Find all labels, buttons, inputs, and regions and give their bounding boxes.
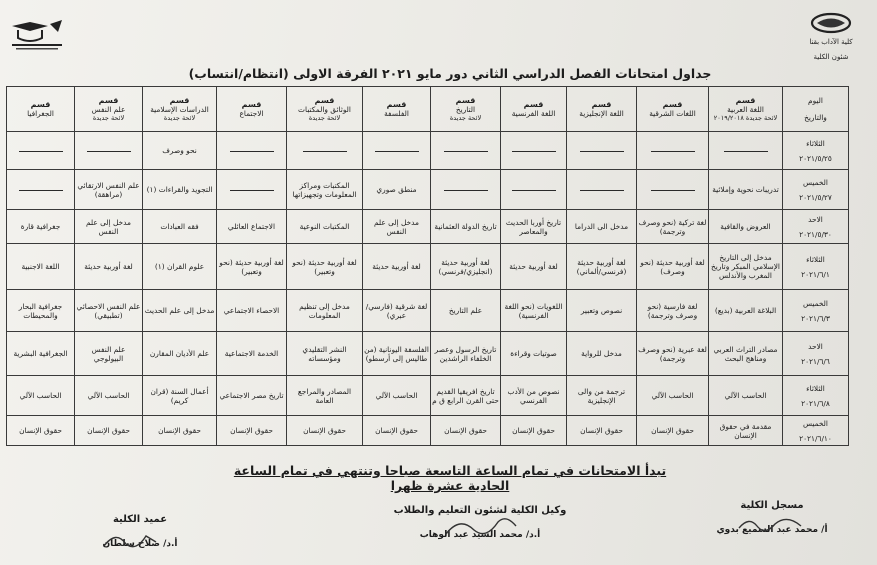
no-exam-dash xyxy=(724,151,768,152)
no-exam-dash xyxy=(19,190,63,191)
day-date-cell xyxy=(783,376,849,416)
subject-cell xyxy=(501,132,567,170)
subject-cell: لغة فارسية (نحو وصرف وترجمة) xyxy=(637,290,709,332)
no-exam-dash xyxy=(512,190,556,191)
subject-cell: لغة شرقية (فارسي/عبري) xyxy=(363,290,431,332)
day-label: الخميس xyxy=(802,298,828,308)
subject-cell: مدخل للرواية xyxy=(567,332,637,376)
subject-cell: علوم القران (١) xyxy=(143,244,217,290)
day-label: الخميس xyxy=(802,418,828,428)
subject-cell xyxy=(709,132,783,170)
table-row xyxy=(7,416,849,446)
no-exam-dash xyxy=(580,151,624,152)
subject-cell: المكتبات ومراكز المعلومات وتجهيزاتها xyxy=(287,170,363,210)
table-row xyxy=(7,332,849,376)
subject-cell: مدخل إلى علم النفس xyxy=(363,210,431,244)
date-label: ٢٠٢١/٥/٢٥ xyxy=(799,153,832,163)
subject-cell: حقوق الإنسان xyxy=(75,416,143,446)
subject-cell: الاحصاء الاجتماعي xyxy=(217,290,287,332)
subject-cell: حقوق الإنسان xyxy=(287,416,363,446)
dept-header: قسم الاجتماع xyxy=(217,87,287,132)
dept-header: قسم الوثائق والمكتبات لائحة جديدة xyxy=(287,87,363,132)
subject-cell: لغة عبرية (نحو وصرف وترجمة) xyxy=(637,332,709,376)
dept-header: قسم اللغة الفرنسية xyxy=(501,87,567,132)
subject-cell: أعمال السنة (قران كريم) xyxy=(143,376,217,416)
subject-cell: نصوص وتعبير xyxy=(567,290,637,332)
subject-cell: ترجمة من والى الإنجليزية xyxy=(567,376,637,416)
subject-cell: الحاسب الآلي xyxy=(7,376,75,416)
no-exam-dash xyxy=(87,151,131,152)
university-logo xyxy=(8,18,66,54)
day-date-cell xyxy=(783,170,849,210)
subject-cell: حقوق الإنسان xyxy=(217,416,287,446)
subject-cell: تاريخ الرسول وعصر الخلفاء الراشدين xyxy=(431,332,501,376)
subject-cell xyxy=(501,170,567,210)
table-row xyxy=(7,290,849,332)
subject-cell: المصادر والمراجع العامة xyxy=(287,376,363,416)
subject-cell: لغة أوربية حديثة (نحو وتعبير) xyxy=(217,244,287,290)
date-label: ٢٠٢١/٥/٣٠ xyxy=(799,229,832,239)
day-date-header: اليوم والتاريخ xyxy=(783,87,849,132)
no-exam-dash xyxy=(303,151,347,152)
subject-cell: البلاغة العربية (بديع) xyxy=(709,290,783,332)
faculty-name: كلية الآداب بقنا xyxy=(809,38,853,46)
no-exam-dash xyxy=(375,151,419,152)
subject-cell: اللغة الاجنبية xyxy=(7,244,75,290)
subject-cell: حقوق الإنسان xyxy=(501,416,567,446)
subject-cell: صوتيات وقراءة xyxy=(501,332,567,376)
table-row xyxy=(7,132,849,170)
dept-header: قسم اللغات الشرقية xyxy=(637,87,709,132)
subject-cell xyxy=(7,132,75,170)
subject-cell: حقوق الإنسان xyxy=(431,416,501,446)
subject-cell xyxy=(567,170,637,210)
subject-cell: علم النفس الارتقائي (مراهقة) xyxy=(75,170,143,210)
subject-cell: نصوص من الأدب الفرنسي xyxy=(501,376,567,416)
day-label: الاحد xyxy=(808,214,823,224)
no-exam-dash xyxy=(19,151,63,152)
day-date-cell xyxy=(783,132,849,170)
subject-cell: تدريبات نحوية وإملائية xyxy=(709,170,783,210)
date-label: ٢٠٢١/٦/١٠ xyxy=(799,433,832,443)
faculty-affairs: شئون الكلية xyxy=(813,53,849,61)
subject-cell xyxy=(637,132,709,170)
subject-cell: مدخل الى الدراما xyxy=(567,210,637,244)
faculty-emblem-icon xyxy=(809,12,853,34)
page-title: جداول امتحانات الفصل الدراسي الثاني دور مايو ٢٠٢١ الفرقة الاولى (انتظام/انتساب) xyxy=(188,66,712,81)
subject-cell: لغة أوربية حديثة (انجليزي/فرنسي) xyxy=(431,244,501,290)
subject-cell: علم التاريخ xyxy=(431,290,501,332)
exam-schedule-table xyxy=(6,86,849,446)
subject-cell: جغرافية قارة xyxy=(7,210,75,244)
subject-cell: تاريخ الدولة العثمانية xyxy=(431,210,501,244)
subject-cell: تاريخ أوربا الحديث والمعاصر xyxy=(501,210,567,244)
subject-cell xyxy=(75,132,143,170)
subject-cell: مدخل إلى علم النفس xyxy=(75,210,143,244)
subject-cell: تاريخ افريقيا القديم حتى القرن الرابع ق م xyxy=(431,376,501,416)
subject-cell xyxy=(567,132,637,170)
day-date-cell xyxy=(783,290,849,332)
subject-cell: علم النفس الاحصائي (تطبيقي) xyxy=(75,290,143,332)
subject-cell: الحاسب الآلي xyxy=(709,376,783,416)
subject-cell: مدخل إلى علم الحديث xyxy=(143,290,217,332)
subject-cell: حقوق الإنسان xyxy=(567,416,637,446)
subject-cell: علم الأديان المقارن xyxy=(143,332,217,376)
dept-header: قسم التاريخ لائحة جديدة xyxy=(431,87,501,132)
no-exam-dash xyxy=(230,151,274,152)
no-exam-dash xyxy=(580,190,624,191)
handwritten-signature xyxy=(440,512,520,542)
dept-header: قسم الدراسات الإسلامية لائحة جديدة xyxy=(143,87,217,132)
registrar-signature: مسجل الكلية أ/ محمد عبد السميع بدوي xyxy=(716,500,828,535)
dept-header: قسم اللغة الإنجليزية xyxy=(567,87,637,132)
subject-cell: حقوق الإنسان xyxy=(143,416,217,446)
subject-cell: المكتبات النوعية xyxy=(287,210,363,244)
no-exam-dash xyxy=(444,151,488,152)
day-date-cell xyxy=(783,244,849,290)
dept-header: قسم علم النفس لائحة جديدة xyxy=(75,87,143,132)
table-row xyxy=(7,376,849,416)
table-row xyxy=(7,244,849,290)
subject-cell: الفلسفة اليونانية (من طاليس إلى أرسطو) xyxy=(363,332,431,376)
handwritten-signature xyxy=(735,512,805,536)
subject-cell xyxy=(637,170,709,210)
no-exam-dash xyxy=(651,151,695,152)
subject-cell: منطق صوري xyxy=(363,170,431,210)
subject-cell: الاجتماع العائلي xyxy=(217,210,287,244)
subject-cell: نحو وصرف xyxy=(143,132,217,170)
subject-cell: الخدمة الاجتماعية xyxy=(217,332,287,376)
subject-cell xyxy=(431,132,501,170)
day-date-cell xyxy=(783,416,849,446)
subject-cell: لغة أوربية حديثة xyxy=(501,244,567,290)
day-date-cell xyxy=(783,332,849,376)
dept-header: قسم الفلسفة xyxy=(363,87,431,132)
subject-cell: علم النفس البيولوجي xyxy=(75,332,143,376)
vice-dean-signature: وكيل الكلية لشئون التعليم والطلاب أ.د/ محمد السيد عبد الوهاب xyxy=(393,505,567,540)
subject-cell: الحاسب الآلي xyxy=(75,376,143,416)
subject-cell: لغة أوربية حديثة xyxy=(75,244,143,290)
exam-time-note: تبدأ الامتحانات في تمام الساعة التاسعة صباحا وتنتهي في تمام الساعة الحادية عشرة ظهرا xyxy=(233,463,667,493)
dept-header: قسم الجغرافيا xyxy=(7,87,75,132)
subject-cell: العروض والقافية xyxy=(709,210,783,244)
subject-cell: لغة أوربية حديثة xyxy=(363,244,431,290)
subject-cell: حقوق الإنسان xyxy=(637,416,709,446)
subject-cell xyxy=(217,132,287,170)
subject-cell xyxy=(363,132,431,170)
date-label: ٢٠٢١/٦/٣ xyxy=(801,313,830,323)
day-label: الاحد xyxy=(808,341,823,351)
subject-cell: الحاسب الآلي xyxy=(637,376,709,416)
date-label: ٢٠٢١/٦/٦ xyxy=(801,356,830,366)
no-exam-dash xyxy=(230,190,274,191)
schedule-body xyxy=(7,132,849,446)
subject-cell: لغة تركية (نحو وصرف وترجمة) xyxy=(637,210,709,244)
table-row xyxy=(7,170,849,210)
date-label: ٢٠٢١/٥/٢٧ xyxy=(799,192,832,202)
subject-cell: الحاسب الآلي xyxy=(363,376,431,416)
subject-cell: التجويد والقراءات (١) xyxy=(143,170,217,210)
date-label: ٢٠٢١/٦/١ xyxy=(801,269,830,279)
subject-cell xyxy=(287,132,363,170)
subject-cell: لغة أوربية حديثة (نحو وصرف) xyxy=(637,244,709,290)
no-exam-dash xyxy=(444,190,488,191)
no-exam-dash xyxy=(512,151,556,152)
dept-header: قسم اللغة العربية لائحة جديدة ٢٠١٩/٢٠١٨ xyxy=(709,87,783,132)
subject-cell: تاريخ مصر الاجتماعي xyxy=(217,376,287,416)
subject-cell: النشر التقليدي ومؤسساته xyxy=(287,332,363,376)
day-label: الثلاثاء xyxy=(806,383,825,393)
subject-cell xyxy=(7,170,75,210)
subject-cell xyxy=(217,170,287,210)
subject-cell: حقوق الإنسان xyxy=(7,416,75,446)
date-label: ٢٠٢١/٦/٨ xyxy=(801,398,830,408)
table-header-row xyxy=(7,87,849,132)
day-date-cell xyxy=(783,210,849,244)
no-exam-dash xyxy=(651,190,695,191)
subject-cell: مدخل إلى تنظيم المعلومات xyxy=(287,290,363,332)
subject-cell: مصادر التراث العربي ومناهج البحث xyxy=(709,332,783,376)
subject-cell: حقوق الإنسان xyxy=(363,416,431,446)
subject-cell: الجغرافية البشرية xyxy=(7,332,75,376)
handwritten-signature xyxy=(100,528,160,552)
faculty-logo xyxy=(803,12,859,82)
subject-cell: فقه العبادات xyxy=(143,210,217,244)
subject-cell: مقدمة في حقوق الإنسان xyxy=(709,416,783,446)
subject-cell: جغرافية البحار والمحيطات xyxy=(7,290,75,332)
subject-cell xyxy=(431,170,501,210)
day-label: الثلاثاء xyxy=(806,254,825,264)
table-row xyxy=(7,210,849,244)
day-label: الثلاثاء xyxy=(806,138,825,148)
dean-signature: عميد الكلية أ.د/ صلاح سلطان xyxy=(102,514,178,549)
subject-cell: اللغويات (نحو اللغة الفرنسية) xyxy=(501,290,567,332)
subject-cell: لغة أوربية حديثة (فرنسي/ألماني) xyxy=(567,244,637,290)
subject-cell: لغة أوربية حديثة (نحو وتعبير) xyxy=(287,244,363,290)
subject-cell: مدخل إلى التاريخ الإسلامي المبكر وتاريخ المغرب والأندلس xyxy=(709,244,783,290)
day-label: الخميس xyxy=(802,177,828,187)
